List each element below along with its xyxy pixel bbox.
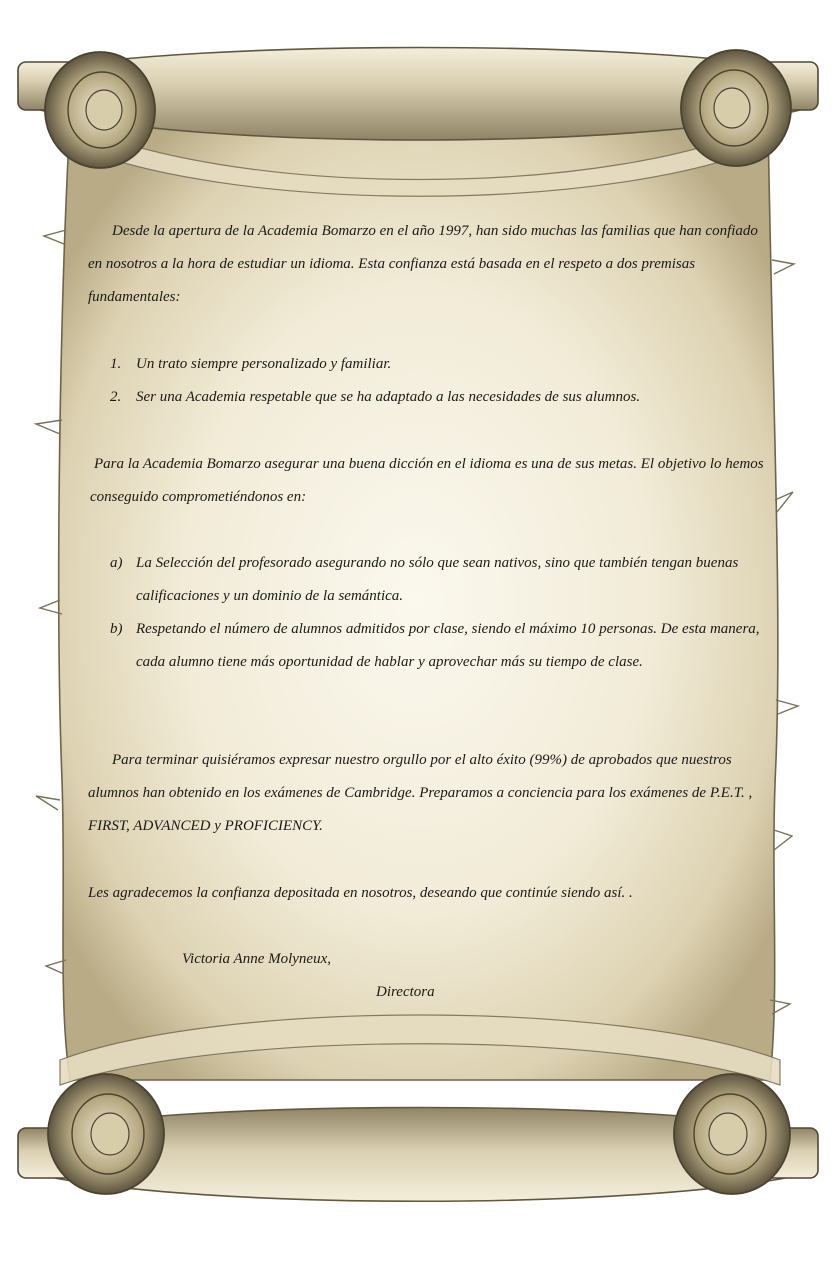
signature-title: Directora bbox=[376, 984, 435, 1000]
list-marker: 1. bbox=[110, 356, 122, 372]
list-item-text: Respetando el número de alumnos admitidos por clase, siendo el máximo 10 personas. De esta manera, cada alumno tiene más oportunidad de hablar y aprovechar más su tiempo de clase. bbox=[136, 621, 760, 670]
intro-paragraph: Desde la apertura de la Academia Bomarzo en el año 1997, han sido muchas las familias que han confiado en nosotros a la hora de estudiar un idioma. Esta confianza está basada en el respeto a dos premisas fundamentales: bbox=[88, 223, 758, 305]
pride-paragraph: Para terminar quisiéramos expresar nuestro orgullo por el alto éxito (99%) de aprobados que nuestros alumnos han obtenido en los exámenes de Cambridge. Preparamos a conciencia para los exámenes de P.E.T. , FIRST, ADVANCED y PROFICIENCY. bbox=[88, 752, 753, 834]
signature-name: Victoria Anne Molyneux, bbox=[182, 951, 331, 967]
list-marker: b) bbox=[110, 621, 123, 637]
list-item bbox=[110, 348, 766, 381]
list-item bbox=[110, 381, 766, 414]
premises-list bbox=[110, 348, 766, 414]
list-item-text: La Selección del profesorado asegurando no sólo que sean nativos, sino que también tengan buenas calificaciones y un dominio de la semántica. bbox=[136, 555, 739, 604]
list-item-text: Un trato siempre personalizado y familiar. bbox=[136, 356, 392, 372]
list-item-text: Ser una Academia respetable que se ha adaptado a las necesidades de sus alumnos. bbox=[136, 389, 641, 405]
thanks-paragraph: Les agradecemos la confianza depositada en nosotros, deseando que continúe siendo así. . bbox=[88, 885, 633, 901]
list-item bbox=[110, 613, 766, 679]
commitments-list bbox=[110, 547, 766, 679]
list-marker: a) bbox=[110, 555, 123, 571]
goal-paragraph: Para la Academia Bomarzo asegurar una buena dicción en el idioma es una de sus metas. El objetivo lo hemos conseguido comprometiéndonos en: bbox=[90, 456, 764, 505]
list-item bbox=[110, 547, 766, 613]
list-marker: 2. bbox=[110, 389, 122, 405]
